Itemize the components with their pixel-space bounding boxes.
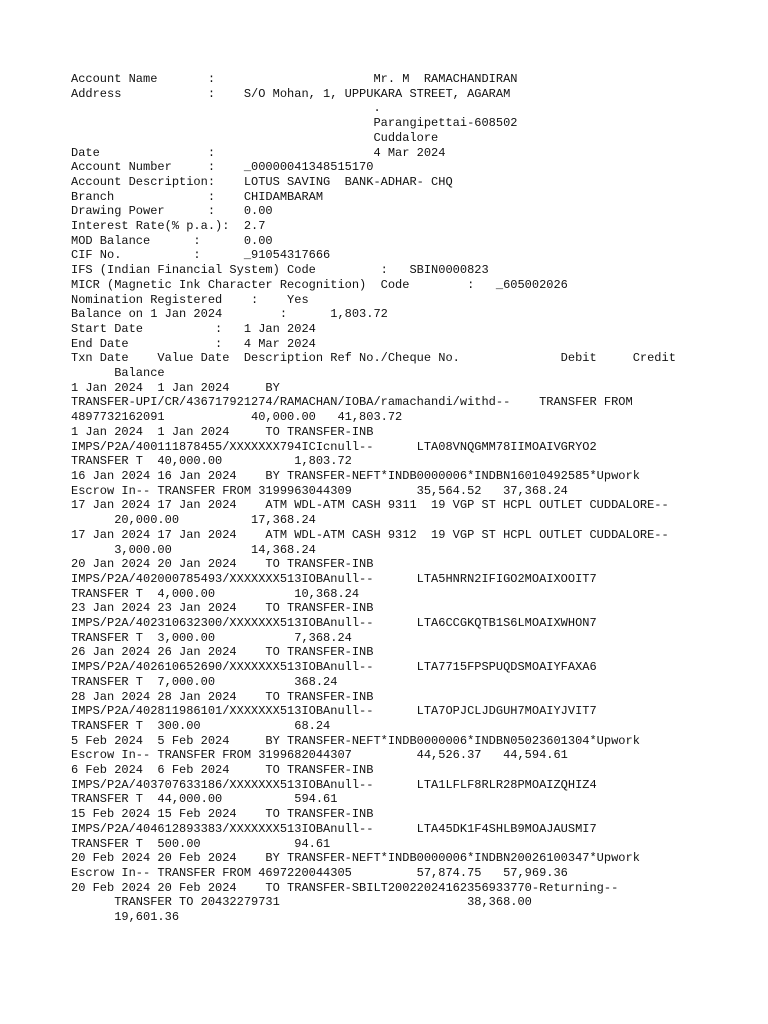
statement-line: Address : S/O Mohan, 1, UPPUKARA STREET, AGARAM bbox=[71, 86, 511, 101]
statement-line: Cuddalore bbox=[71, 130, 439, 145]
statement-line: TRANSFER TO 20432279731 38,368.00 bbox=[71, 895, 532, 910]
statement-line: 1 Jan 2024 1 Jan 2024 BY bbox=[71, 380, 280, 395]
statement-line: Interest Rate(% p.a.): 2.7 bbox=[71, 219, 266, 234]
statement-line: Drawing Power : 0.00 bbox=[71, 204, 273, 219]
statement-line: Escrow In-- TRANSFER FROM 4697220044305 57,874.75 57,969.36 bbox=[71, 865, 568, 880]
statement-line: Nomination Registered : Yes bbox=[71, 292, 309, 307]
statement-line: 4897732162091 40,000.00 41,803.72 bbox=[71, 410, 403, 425]
account-statement bbox=[71, 72, 761, 925]
statement-line: Escrow In-- TRANSFER FROM 3199963044309 35,564.52 37,368.24 bbox=[71, 483, 568, 498]
statement-line: 28 Jan 2024 28 Jan 2024 TO TRANSFER-INB bbox=[71, 689, 374, 704]
statement-line: 1 Jan 2024 1 Jan 2024 TO TRANSFER-INB bbox=[71, 424, 374, 439]
statement-line: . bbox=[71, 101, 381, 116]
statement-line: Branch : CHIDAMBARAM bbox=[71, 189, 324, 204]
statement-line: Balance bbox=[71, 366, 165, 381]
statement-line: IMPS/P2A/402610652690/XXXXXXX513IOBAnull-- LTA7715FPSPUQDSMOAIYFAXA6 bbox=[71, 660, 597, 675]
statement-line: 17 Jan 2024 17 Jan 2024 ATM WDL-ATM CASH 9311 19 VGP ST HCPL OUTLET CUDDALORE-- bbox=[71, 498, 669, 513]
statement-line: 20 Jan 2024 20 Jan 2024 TO TRANSFER-INB bbox=[71, 557, 374, 572]
statement-line: Start Date : 1 Jan 2024 bbox=[71, 321, 316, 336]
statement-line: TRANSFER-UPI/CR/436717921274/RAMACHAN/IOBA/ramachandi/withd-- TRANSFER FROM bbox=[71, 395, 633, 410]
statement-line: TRANSFER T 3,000.00 7,368.24 bbox=[71, 630, 352, 645]
statement-line: TRANSFER T 500.00 94.61 bbox=[71, 836, 331, 851]
statement-line: IMPS/P2A/402000785493/XXXXXXX513IOBAnull-- LTA5HNRN2IFIGO2MOAIXOOIT7 bbox=[71, 571, 597, 586]
statement-line: 23 Jan 2024 23 Jan 2024 TO TRANSFER-INB bbox=[71, 601, 374, 616]
statement-line: 17 Jan 2024 17 Jan 2024 ATM WDL-ATM CASH 9312 19 VGP ST HCPL OUTLET CUDDALORE-- bbox=[71, 527, 669, 542]
statement-line: TRANSFER T 7,000.00 368.24 bbox=[71, 674, 338, 689]
statement-line: Txn Date Value Date Description Ref No./Cheque No. Debit Credit bbox=[71, 351, 676, 366]
statement-line: IMPS/P2A/400111878455/XXXXXXX794ICIcnull-- LTA08VNQGMM78IIMOAIVGRYO2 bbox=[71, 439, 597, 454]
statement-line: TRANSFER T 4,000.00 10,368.24 bbox=[71, 586, 360, 601]
statement-line: CIF No. : _91054317666 bbox=[71, 248, 331, 263]
statement-line: IMPS/P2A/402310632300/XXXXXXX513IOBAnull-- LTA6CCGKQTB1S6LMOAIXWHON7 bbox=[71, 616, 597, 631]
statement-line: 5 Feb 2024 5 Feb 2024 BY TRANSFER-NEFT*INDB0000006*INDBN05023601304*Upwork bbox=[71, 733, 640, 748]
statement-line: MICR (Magnetic Ink Character Recognition) Code : _605002026 bbox=[71, 277, 568, 292]
statement-line: Account Description: LOTUS SAVING BANK-ADHAR- CHQ bbox=[71, 174, 453, 189]
statement-line: TRANSFER T 300.00 68.24 bbox=[71, 718, 331, 733]
statement-line: IMPS/P2A/402811986101/XXXXXXX513IOBAnull-- LTA7OPJCLJDGUH7MOAIYJVIT7 bbox=[71, 704, 597, 719]
statement-line: 20 Feb 2024 20 Feb 2024 TO TRANSFER-SBILT20022024162356933770-Returning-- bbox=[71, 880, 619, 895]
statement-line: 20,000.00 17,368.24 bbox=[71, 513, 316, 528]
statement-line: 6 Feb 2024 6 Feb 2024 TO TRANSFER-INB bbox=[71, 763, 374, 778]
statement-line: Account Name : Mr. M RAMACHANDIRAN bbox=[71, 72, 518, 86]
statement-line: 26 Jan 2024 26 Jan 2024 TO TRANSFER-INB bbox=[71, 645, 374, 660]
statement-line: TRANSFER T 44,000.00 594.61 bbox=[71, 792, 338, 807]
statement-line: Escrow In-- TRANSFER FROM 3199682044307 44,526.37 44,594.61 bbox=[71, 748, 568, 763]
statement-line: 3,000.00 14,368.24 bbox=[71, 542, 316, 557]
statement-line: IMPS/P2A/404612893383/XXXXXXX513IOBAnull-- LTA45DK1F4SHLB9MOAJAUSMI7 bbox=[71, 821, 597, 836]
statement-line: 19,601.36 bbox=[71, 910, 180, 925]
statement-line: MOD Balance : 0.00 bbox=[71, 233, 273, 248]
statement-line: 15 Feb 2024 15 Feb 2024 TO TRANSFER-INB bbox=[71, 807, 374, 822]
statement-line: IMPS/P2A/403707633186/XXXXXXX513IOBAnull-- LTA1LFLF8RLR28PMOAIZQHIZ4 bbox=[71, 777, 597, 792]
statement-line: IFS (Indian Financial System) Code : SBIN0000823 bbox=[71, 263, 489, 278]
statement-line: 16 Jan 2024 16 Jan 2024 BY TRANSFER-NEFT*INDB0000006*INDBN16010492585*Upwork bbox=[71, 468, 640, 483]
statement-line: TRANSFER T 40,000.00 1,803.72 bbox=[71, 454, 352, 469]
statement-line: 20 Feb 2024 20 Feb 2024 BY TRANSFER-NEFT*INDB0000006*INDBN20026100347*Upwork bbox=[71, 851, 640, 866]
statement-line: Parangipettai-608502 bbox=[71, 116, 518, 131]
statement-line: End Date : 4 Mar 2024 bbox=[71, 336, 316, 351]
statement-line: Balance on 1 Jan 2024 : 1,803.72 bbox=[71, 307, 388, 322]
statement-line: Date : 4 Mar 2024 bbox=[71, 145, 446, 160]
statement-line: Account Number : _00000041348515170 bbox=[71, 160, 374, 175]
